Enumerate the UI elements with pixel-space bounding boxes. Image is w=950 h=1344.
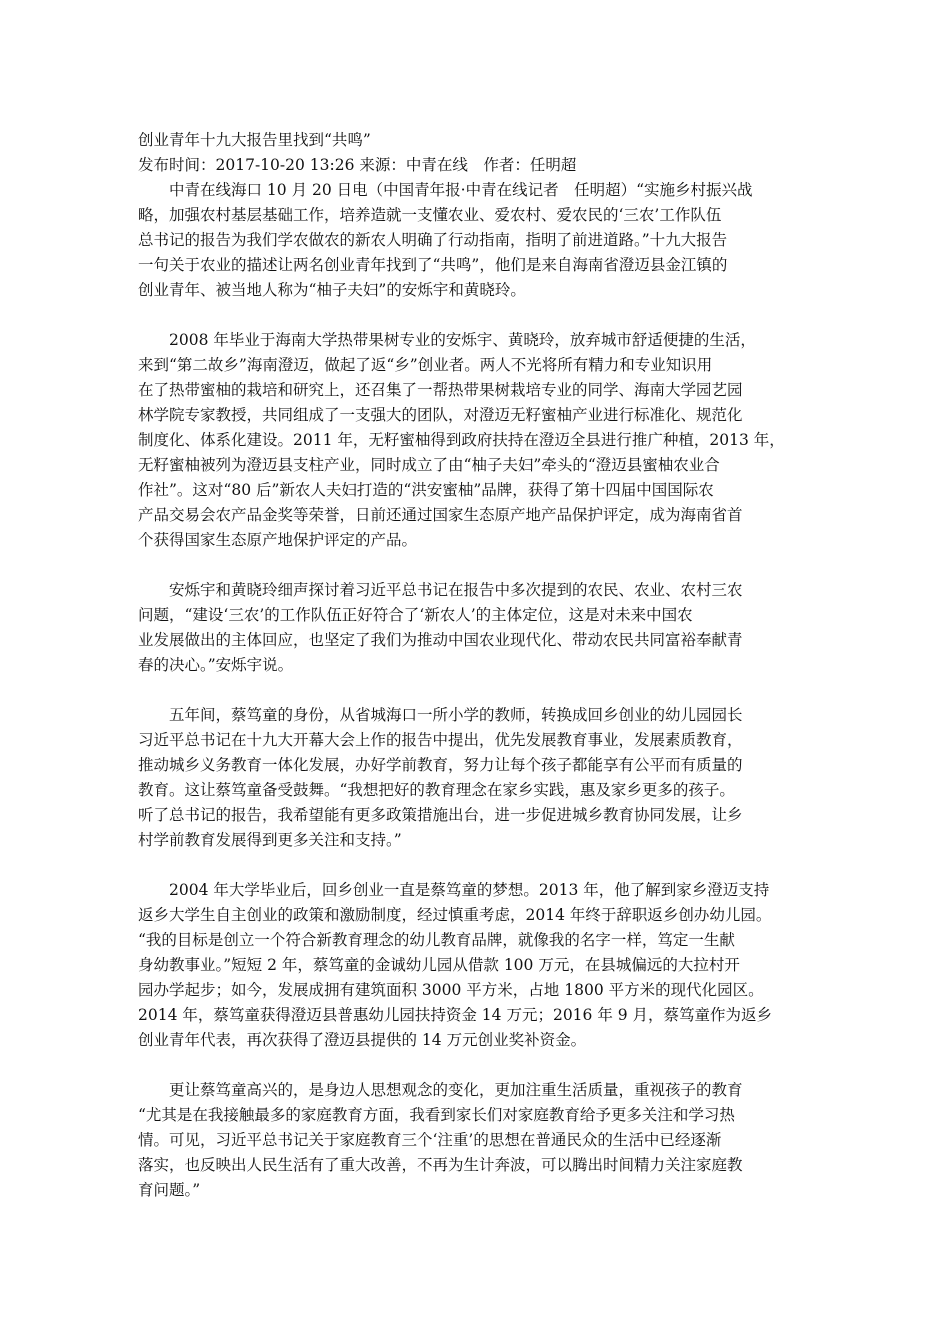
- article-paragraph-2: 2008 年毕业于海南大学热带果树专业的安烁宇、黄晓玲，放弃城市舒适便捷的生活， 来到“第二故乡”海南澄迈，做起了返“乡”创业者。两人不光将所有精力和专业知识用 在了热带蜜柚的栽培和研究上，还召集了一帮热带果树栽培专业的同学、海南大学园艺园 林学院专家教授，共同组成了一支强大的团队，对澄迈无籽蜜柚产业进行标准化、规范化 制度化、体系化建设。2011 年，无籽蜜柚得到政府扶持在澄迈全县进行推广种植，2013 年， 无籽蜜柚被列为澄迈县支柱产业，同时成立了由“柚子夫妇”牵头的“澄迈县蜜柚农业合 作社”。这对“80 后”新农人夫妇打造的“洪安蜜柚”品牌，获得了第十四届中国国际农 产品交易会农产品金奖等荣誉，日前还通过国家生态原产地产品保护评定，成为海南省首 个获得国家生态原产地保护评定的产品。: [138, 331, 785, 549]
- article-paragraph-4: 五年间，蔡笃童的身份，从省城海口一所小学的教师，转换成回乡创业的幼儿园园长 习近平总书记在十九大开幕大会上作的报告中提出，优先发展教育事业，发展素质教育， 推动城乡义务教育一体化发展，办好学前教育，努力让每个孩子都能享有公平而有质量的 教育。这让蔡笃童备受鼓舞。“我想把好的教育理念在家乡实践，惠及家乡更多的孩子。 听了总书记的报告，我希望能有更多政策措施出台，进一步促进城乡教育协同发展，让乡 村学前教育发展得到更多关注和支持。”: [138, 706, 743, 849]
- article-meta: 发布时间：2017-10-20 13:26 来源：中青在线 作者：任明超: [138, 156, 577, 174]
- article-paragraph-1: 中青在线海口 10 月 20 日电（中国青年报·中青在线记者 任明超）“实施乡村振兴战 略，加强农村基层基础工作，培养造就一支懂农业、爱农村、爱农民的‘三农’工作队伍 总书记的报告为我们学农做农的新农人明确了行动指南，指明了前进道路。”十九大报告 一句关于农业的描述让两名创业青年找到了“共鸣”，他们是来自海南省澄迈县金江镇的 创业青年、被当地人称为“柚子夫妇”的安烁宇和黄晓玲。: [138, 181, 753, 299]
- article-paragraph-5: 2004 年大学毕业后，回乡创业一直是蔡笃童的梦想。2013 年，他了解到家乡澄迈支持 返乡大学生自主创业的政策和激励制度，经过慎重考虑，2014 年终于辞职返乡创办幼儿园。 “我的目标是创立一个符合新教育理念的幼儿教育品牌，就像我的名字一样，笃定一生献 身幼教事业。”短短 2 年，蔡笃童的金诚幼儿园从借款 100 万元，在县城偏远的大拉村开 园办学起步；如今，发展成拥有建筑面积 3000 平方米，占地 1800 平方米的现代化园区。 2014 年，蔡笃童获得澄迈县普惠幼儿园扶持资金 14 万元；2016 年 9 月，蔡笃童作为返乡 创业青年代表，再次获得了澄迈县提供的 14 万元创业奖补资金。: [138, 881, 773, 1049]
- article-paragraph-6: 更让蔡笃童高兴的，是身边人思想观念的变化，更加注重生活质量，重视孩子的教育 “尤其是在我接触最多的家庭教育方面，我看到家长们对家庭教育给予更多关注和学习热 情。可见，习近平总书记关于家庭教育三个‘注重’的思想在普通民众的生活中已经逐渐 落实，也反映出人民生活有了重大改善，不再为生计奔波，可以腾出时间精力关注家庭教 育问题。”: [138, 1081, 743, 1199]
- article-title: 创业青年十九大报告里找到“共鸣”: [138, 131, 371, 149]
- article-body: [138, 128, 822, 1203]
- article-paragraph-3: 安烁宇和黄晓玲细声探讨着习近平总书记在报告中多次提到的农民、农业、农村三农 问题，“建设‘三农’的工作队伍正好符合了‘新农人’的主体定位，这是对未来中国农 业发展做出的主体回应，也坚定了我们为推动中国农业现代化、带动农民共同富裕奉献青 春的决心。”安烁宇说。: [138, 581, 743, 674]
